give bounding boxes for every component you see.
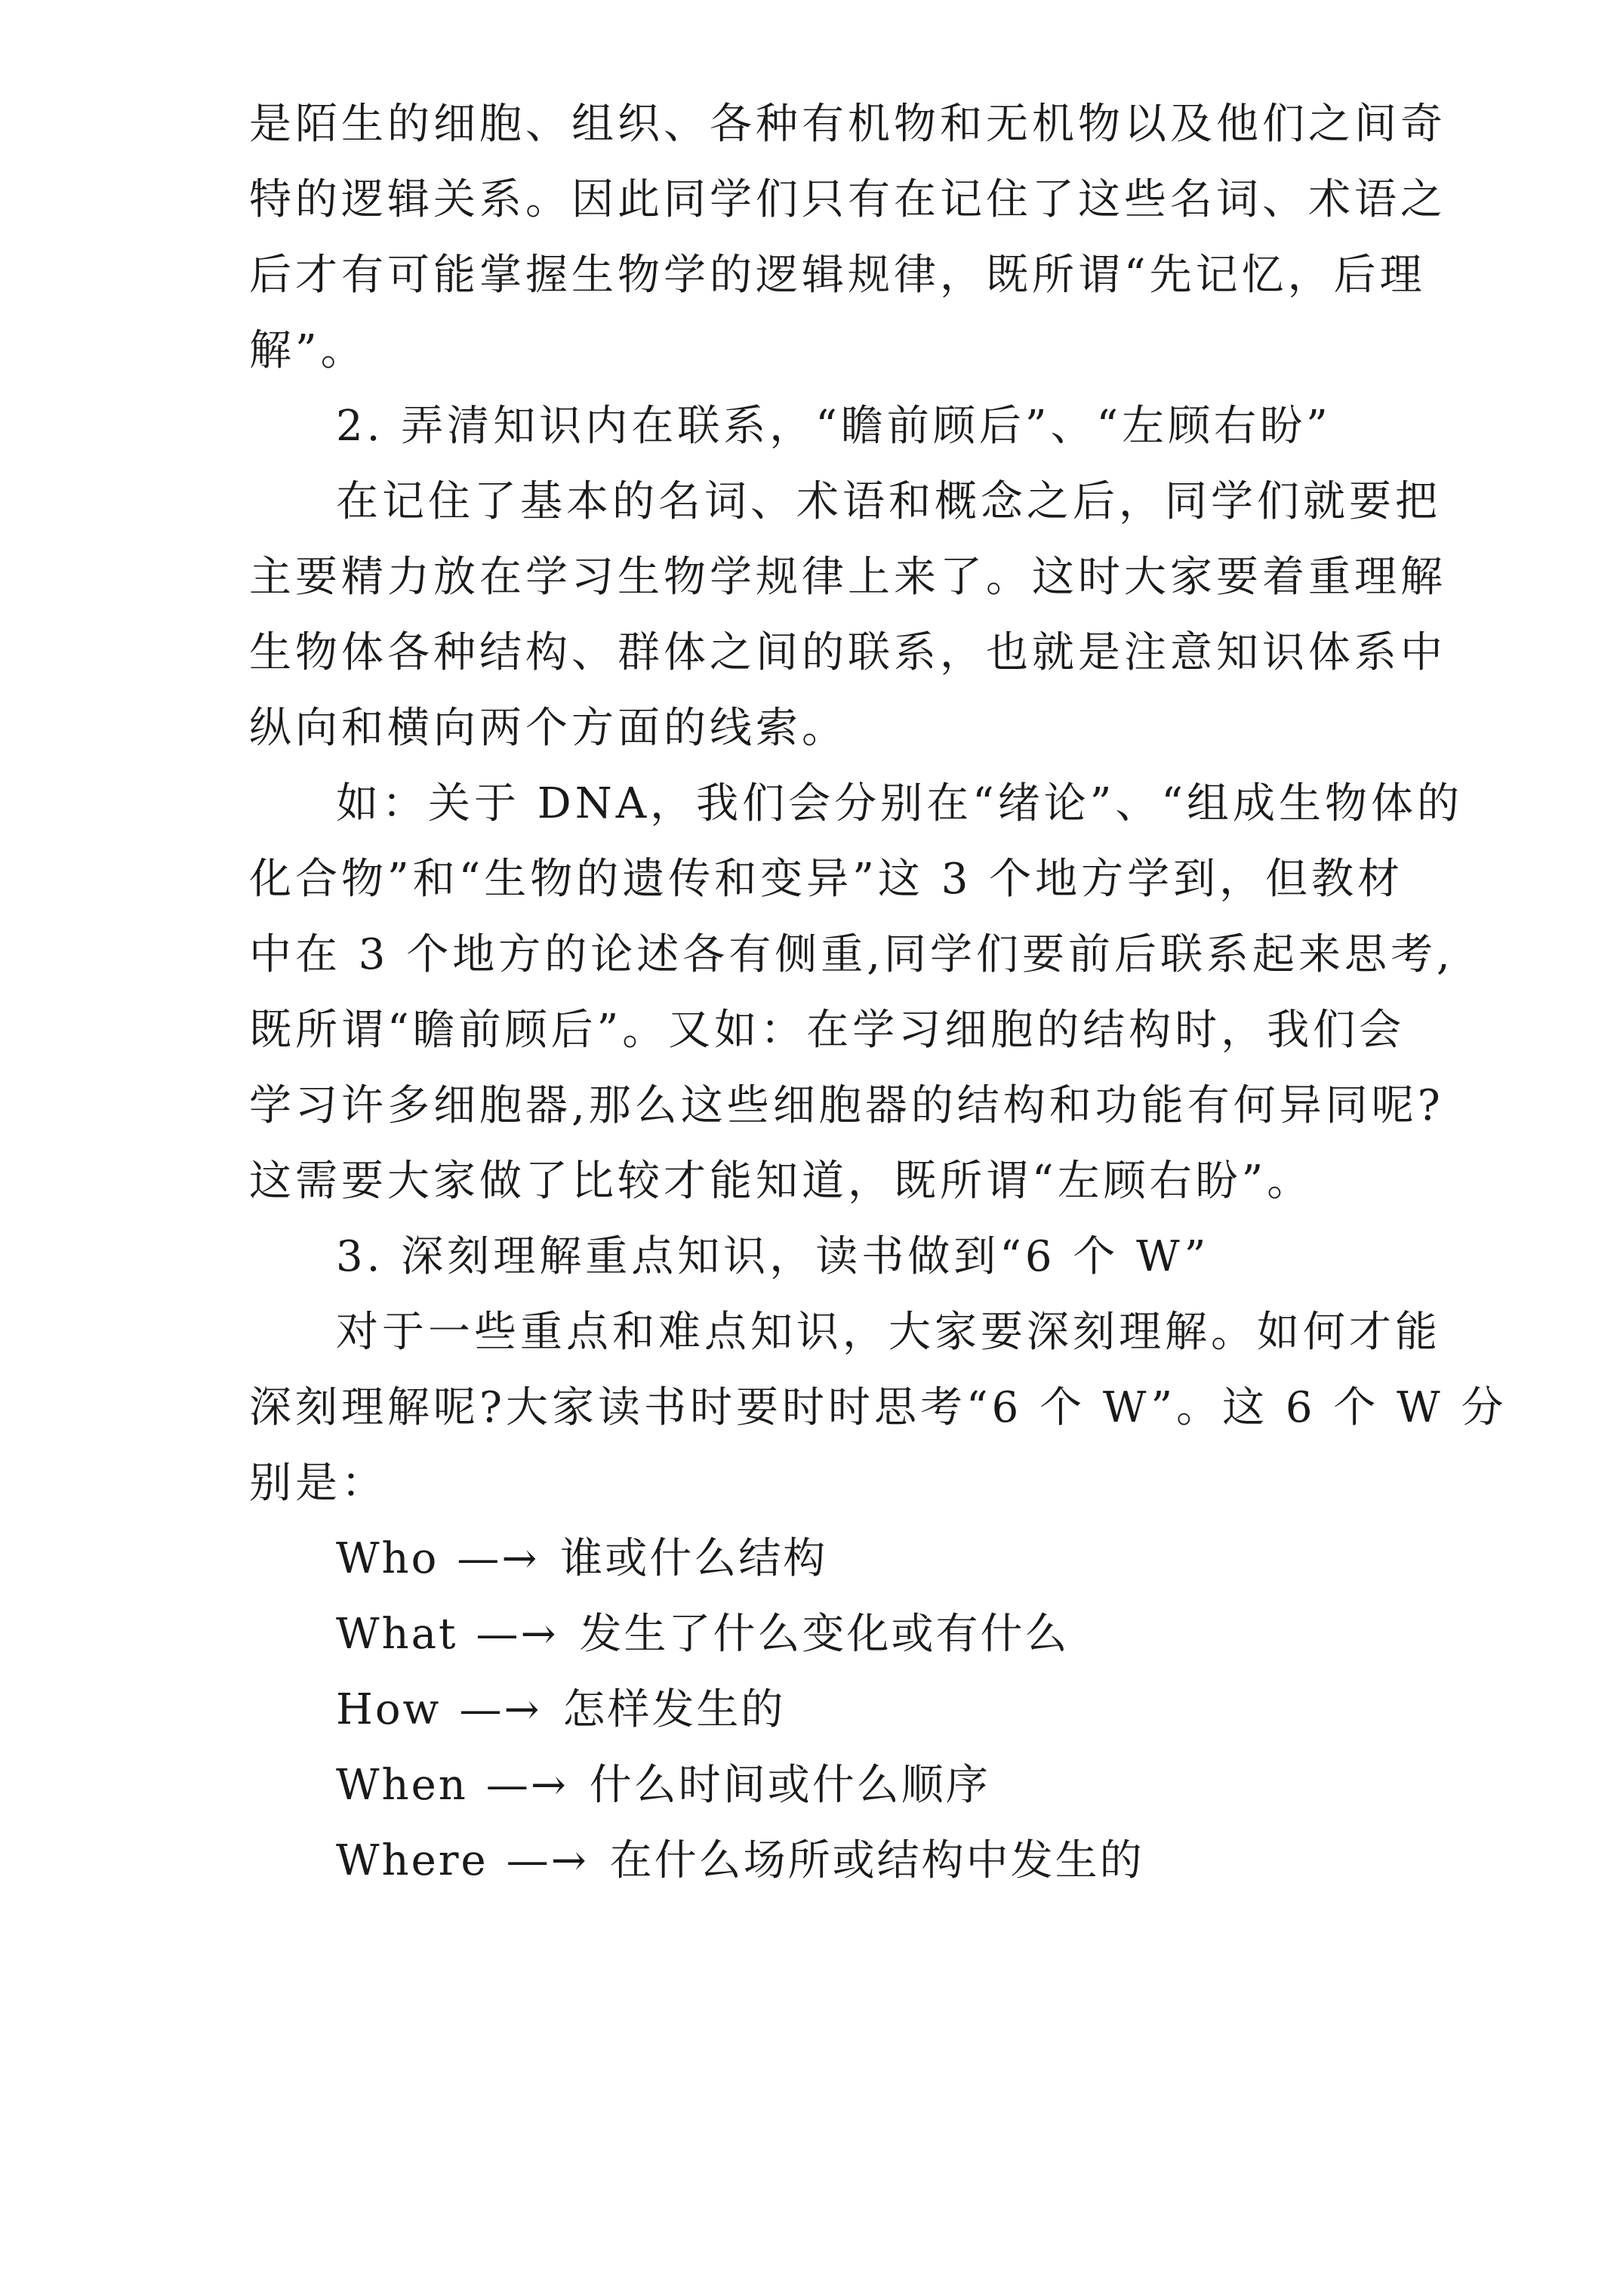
arrow-icon: —→ bbox=[485, 1761, 568, 1810]
paragraph-line: 化合物”和“生物的遗传和变异”这 3 个地方学到，但教材 bbox=[249, 855, 1404, 904]
w-list-item bbox=[336, 1823, 1144, 1899]
paragraph-line: 后才有可能掌握生物学的逻辑规律，既所谓“先记忆，后理 bbox=[249, 251, 1426, 300]
paragraph-line: 解”。 bbox=[249, 326, 367, 375]
arrow-icon: —→ bbox=[506, 1836, 589, 1885]
w-list-item bbox=[336, 1748, 990, 1823]
w-description: 什么时间或什么顺序 bbox=[589, 1761, 990, 1810]
section-heading: 3. 深刻理解重点知识，读书做到“6 个 W” bbox=[336, 1232, 1210, 1281]
w-list-item bbox=[336, 1521, 827, 1597]
paragraph-line: 在记住了基本的名词、术语和概念之后，同学们就要把 bbox=[336, 477, 1441, 526]
w-description: 在什么场所或结构中发生的 bbox=[609, 1836, 1144, 1885]
w-list-item bbox=[336, 1597, 1069, 1672]
paragraph-line: 这需要大家做了比较才能知道，既所谓“左顾右盼”。 bbox=[249, 1157, 1313, 1206]
w-term: How bbox=[336, 1685, 442, 1734]
w-term: When bbox=[336, 1761, 468, 1810]
paragraph-line: 别是： bbox=[249, 1459, 387, 1508]
paragraph-line: 生物体各种结构、群体之间的联系，也就是注意知识体系中 bbox=[249, 628, 1446, 677]
w-list-item bbox=[336, 1672, 785, 1748]
w-description: 怎样发生的 bbox=[562, 1685, 786, 1734]
paragraph-line: 主要精力放在学习生物学规律上来了。这时大家要着重理解 bbox=[249, 553, 1446, 602]
arrow-icon: —→ bbox=[459, 1685, 542, 1734]
paragraph-line: 既所谓“瞻前顾后”。又如：在学习细胞的结构时，我们会 bbox=[249, 1006, 1406, 1055]
w-description: 发生了什么变化或有什么 bbox=[579, 1610, 1070, 1659]
w-term: Where bbox=[336, 1836, 488, 1885]
paragraph-line: 对于一些重点和难点知识，大家要深刻理解。如何才能 bbox=[336, 1308, 1441, 1357]
section-heading: 2. 弄清知识内在联系，“瞻前顾后”、“左顾右盼” bbox=[336, 402, 1332, 451]
paragraph-line: 如：关于 DNA，我们会分别在“绪论”、“组成生物体的 bbox=[336, 779, 1464, 828]
w-term: Who bbox=[336, 1534, 439, 1583]
paragraph-line: 特的逻辑关系。因此同学们只有在记住了这些名词、术语之 bbox=[249, 175, 1446, 224]
paragraph-line: 深刻理解呢?大家读书时要时时思考“6 个 W”。这 6 个 W 分 bbox=[249, 1383, 1508, 1432]
paragraph-line: 纵向和横向两个方面的线索。 bbox=[249, 704, 848, 753]
arrow-icon: —→ bbox=[457, 1534, 540, 1583]
w-description: 谁或什么结构 bbox=[560, 1534, 828, 1583]
paragraph-line: 中在 3 个地方的论述各有侧重,同学们要前后联系起来思考, bbox=[249, 930, 1454, 979]
w-term: What bbox=[336, 1610, 458, 1659]
arrow-icon: —→ bbox=[476, 1610, 559, 1659]
paragraph-line: 是陌生的细胞、组织、各种有机物和无机物以及他们之间奇 bbox=[249, 100, 1446, 149]
paragraph-line: 学习许多细胞器,那么这些细胞器的结构和功能有何异同呢? bbox=[249, 1081, 1444, 1130]
